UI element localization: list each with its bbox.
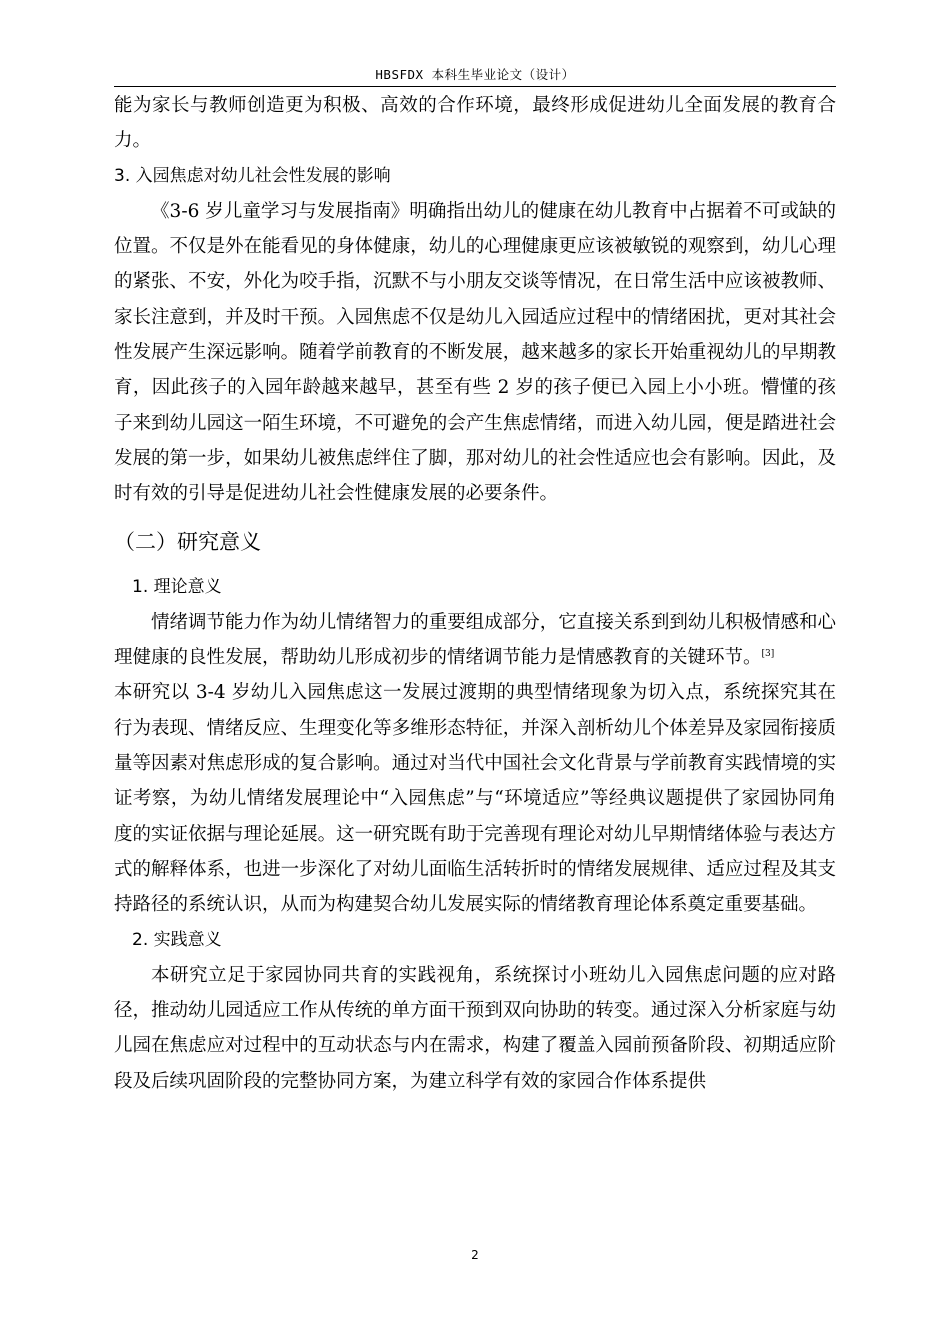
heading-theoretical-significance: 1. 理论意义 xyxy=(132,576,222,597)
section-heading-research-significance: （二）研究意义 xyxy=(114,529,261,554)
page-number: 2 xyxy=(471,1248,479,1262)
heading-social-development: 3. 入园焦虑对幼儿社会性发展的影响 xyxy=(114,165,391,186)
paragraph-continued: 能为家长与教师创造更为积极、高效的合作环境，最终形成促进幼儿全面发展的教育合力。 xyxy=(114,95,836,152)
running-header: HBSFDX 本科生毕业论文（设计） xyxy=(114,64,836,87)
paragraph-theory-body: 本研究以 3-4 岁幼儿入园焦虑这一发展过渡期的典型情绪现象为切入点，系统探究其在行为表现、情绪反应、生理变化等多维形态特征，并深入剖析幼儿个体差异及家园衔接质量等因素对焦虑形成的复合影响。通过对当代中国社会文化背景与学前教育实践情境的实证考察，为幼儿情绪发展理论中“入园焦虑”与“环境适应”等经典议题提供了家园协同角度的实证依据与理论延展。这一研究既有助于完善现有理论对幼儿早期情绪体验与表达方式的解释体系，也进一步深化了对幼儿面临生活转折时的情绪发展规律、适应过程及其支持路径的系统认识，从而为构建契合幼儿发展实际的情绪教育理论体系奠定重要基础。 xyxy=(114,682,836,916)
citation-ref: [3] xyxy=(761,649,775,660)
heading-practical-significance: 2. 实践意义 xyxy=(132,929,222,950)
paragraph-theory-intro xyxy=(114,605,836,676)
paragraph-guide: 《3-6 岁儿童学习与发展指南》明确指出幼儿的健康在幼儿教育中占据着不可或缺的位置。不仅是外在能看见的身体健康，幼儿的心理健康更应该被敏锐的观察到，幼儿心理的紧张、不安，外化为咬手指，沉默不与小朋友交谈等情况，在日常生活中应该被教师、家长注意到，并及时干预。入园焦虑不仅是幼儿入园适应过程中的情绪困扰，更对其社会性发展产生深远影响。随着学前教育的不断发展，越来越多的家长开始重视幼儿的早期教育，因此孩子的入园年龄越来越早，甚至有些 2 岁的孩子便已入园上小小班。懵懂的孩子来到幼儿园这一陌生环境，不可避免的会产生焦虑情绪，而进入幼儿园，便是踏进社会发展的第一步，如果幼儿被焦虑绊住了脚，那对幼儿的社会性适应也会有影响。因此，及时有效的引导是促进幼儿社会性健康发展的必要条件。 xyxy=(114,200,836,505)
page-body xyxy=(114,88,836,1099)
paragraph-theory-text: 情绪调节能力作为幼儿情绪智力的重要组成部分，它直接关系到到幼儿积极情感和心理健康的良性发展，帮助幼儿形成初步的情绪调节能力是情感教育的关键环节。 xyxy=(114,611,836,669)
paragraph-practice: 本研究立足于家园协同共育的实践视角，系统探讨小班幼儿入园焦虑问题的应对路径，推动幼儿园适应工作从传统的单方面干预到双向协助的转变。通过深入分析家庭与幼儿园在焦虑应对过程中的互动状态与内在需求，构建了覆盖入园前预备阶段、初期适应阶段及后续巩固阶段的完整协同方案，为建立科学有效的家园合作体系提供 xyxy=(114,964,836,1092)
